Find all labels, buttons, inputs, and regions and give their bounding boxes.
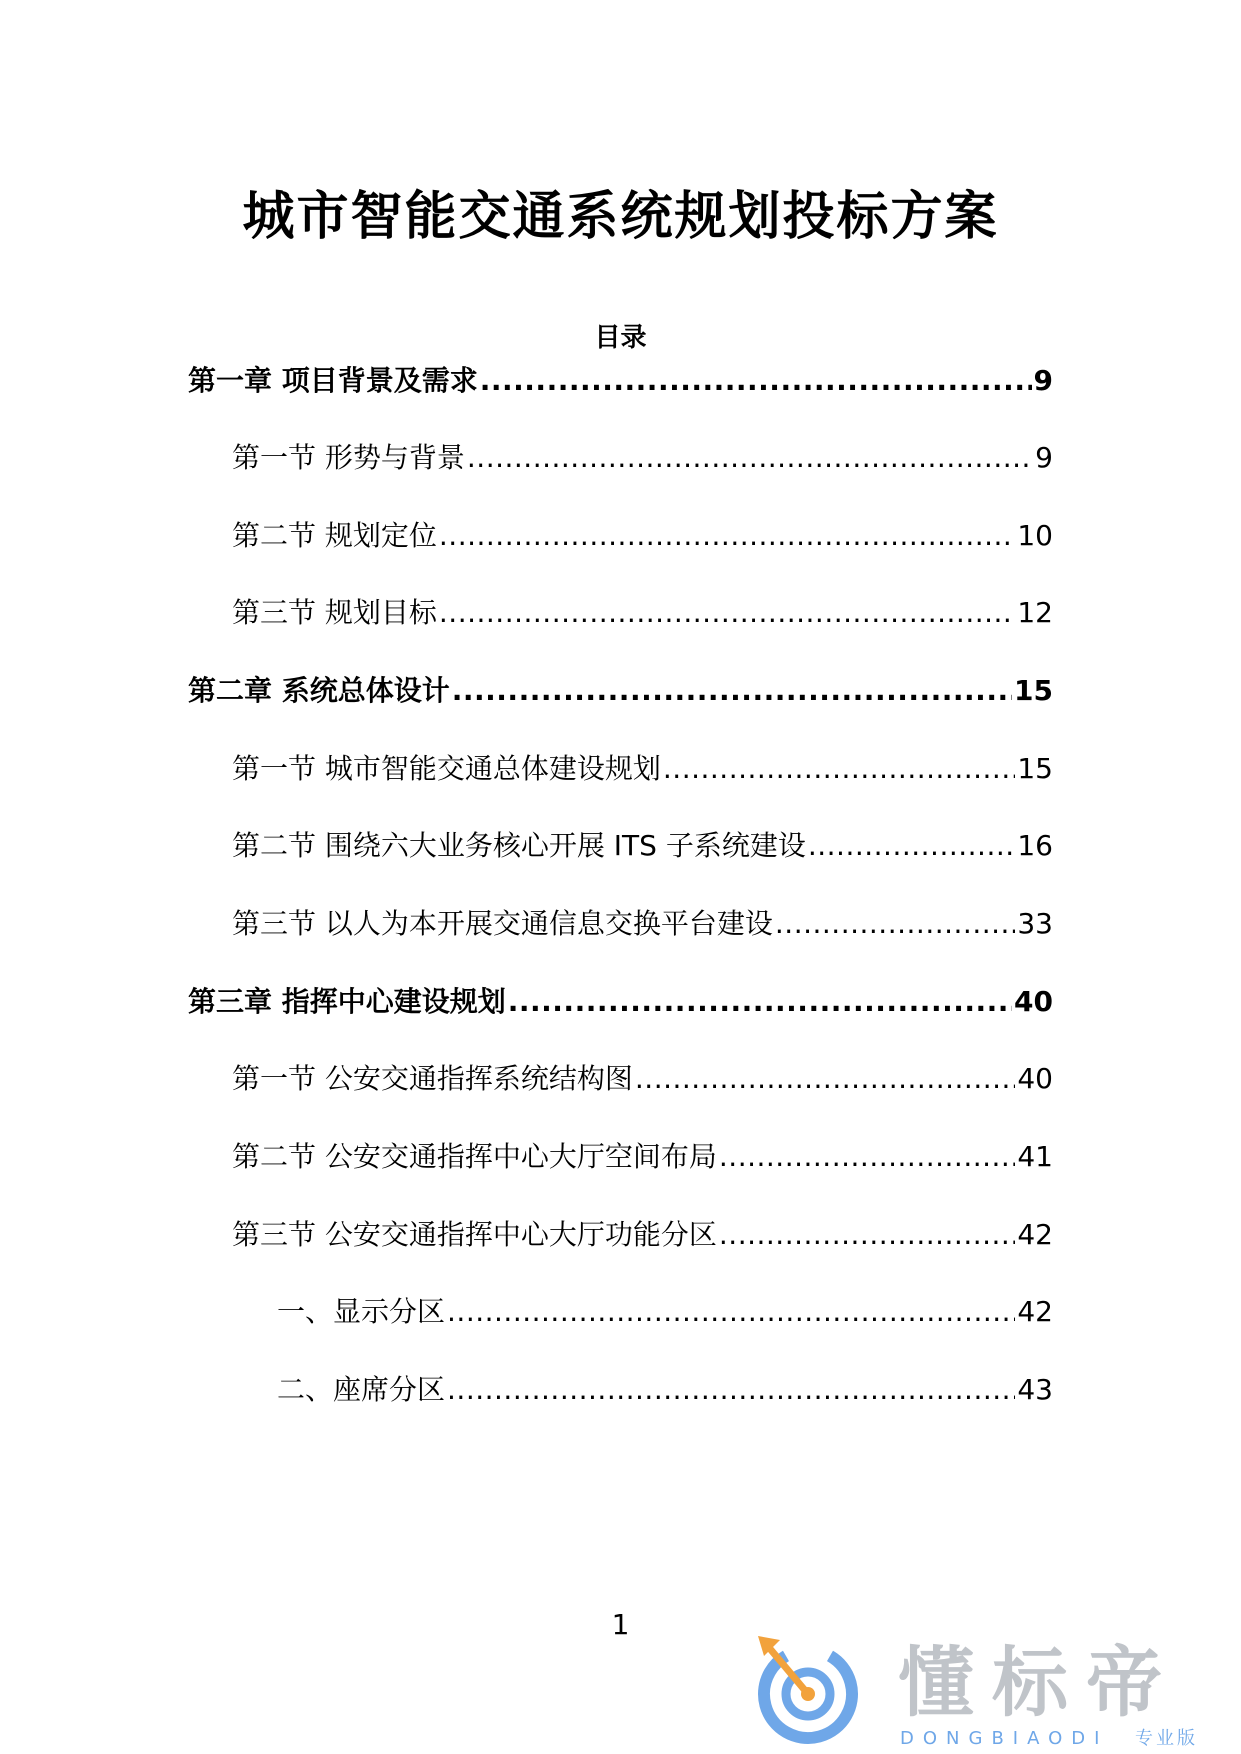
watermark [750,1630,1220,1750]
toc-entry-section[interactable] [232,593,1053,633]
toc-entry-section[interactable] [232,1059,1053,1099]
toc-entry-label: 第三节 公安交通指挥中心大厅功能分区 [232,1218,717,1251]
toc-heading: 目录 [594,323,647,353]
target-arrow-logo-icon [750,1630,870,1750]
toc-entry-chapter-1[interactable] [188,361,1053,401]
toc-entry-label: 第二节 规划定位 [232,519,437,552]
toc-dot-leader [452,671,1012,711]
document-title: 城市智能交通系统规划投标方案 [242,187,999,247]
toc-entry-page: 9 [1035,441,1053,474]
toc-entry-label: 二、座席分区 [277,1373,446,1406]
toc-dot-leader [439,593,1015,633]
toc-entry-subsection[interactable] [277,1370,1053,1410]
toc-entry-section[interactable] [232,826,1053,866]
toc-dot-leader [480,361,1032,401]
watermark-brand-name: 懂标帝 [898,1638,1180,1727]
toc-entry-label: 第一节 公安交通指挥系统结构图 [232,1062,633,1095]
toc-entry-label: 第三节 以人为本开展交通信息交换平台建设 [232,907,773,940]
toc-dot-leader [447,1370,1015,1410]
toc-entry-subsection[interactable] [277,1292,1053,1332]
toc-entry-section[interactable] [232,516,1053,556]
toc-entry-section[interactable] [232,438,1053,478]
toc-entry-page: 42 [1017,1218,1053,1251]
toc-entry-page: 9 [1033,364,1053,397]
toc-dot-leader [663,749,1015,789]
toc-entry-chapter-2[interactable] [188,671,1053,711]
toc-entry-label: 第三章 指挥中心建设规划 [188,985,506,1018]
toc-entry-page: 33 [1017,907,1053,940]
toc-dot-leader [719,1215,1015,1255]
toc-dot-leader [439,516,1015,556]
toc-entry-section[interactable] [232,749,1053,789]
toc-entry-page: 40 [1017,1062,1053,1095]
toc-entry-page: 16 [1017,829,1053,862]
toc-entry-label: 第三节 规划目标 [232,596,437,629]
toc-entry-page: 42 [1017,1295,1053,1328]
toc-entry-page: 10 [1017,519,1053,552]
toc-dot-leader [447,1292,1015,1332]
toc-entry-section[interactable] [232,1215,1053,1255]
toc-entry-label: 第二节 围绕六大业务核心开展 ITS 子系统建设 [232,829,806,862]
toc-entry-label: 一、显示分区 [277,1295,446,1328]
page-number: 1 [611,1608,630,1641]
watermark-edition-label: 专业版 [1135,1728,1198,1749]
toc-entry-page: 15 [1014,674,1053,707]
toc-entry-section[interactable] [232,1137,1053,1177]
toc-dot-leader [719,1137,1015,1177]
toc-entry-chapter-3[interactable] [188,982,1053,1022]
toc-dot-leader [508,982,1012,1022]
toc-dot-leader [808,826,1016,866]
toc-entry-label: 第一节 形势与背景 [232,441,465,474]
toc-entry-page: 40 [1014,985,1053,1018]
toc-entry-section[interactable] [232,904,1053,944]
watermark-brand-subtitle: DONGBIAODI [900,1728,1109,1749]
toc-dot-leader [635,1059,1015,1099]
toc-dot-leader [467,438,1033,478]
toc-entry-label: 第二章 系统总体设计 [188,674,450,707]
toc-entry-page: 43 [1017,1373,1053,1406]
toc-entry-page: 12 [1017,596,1053,629]
toc-entry-page: 41 [1017,1140,1053,1173]
toc-entry-label: 第二节 公安交通指挥中心大厅空间布局 [232,1140,717,1173]
toc-entry-label: 第一节 城市智能交通总体建设规划 [232,752,661,785]
toc-entry-label: 第一章 项目背景及需求 [188,364,478,397]
toc-entry-page: 15 [1017,752,1053,785]
toc-dot-leader [775,904,1015,944]
